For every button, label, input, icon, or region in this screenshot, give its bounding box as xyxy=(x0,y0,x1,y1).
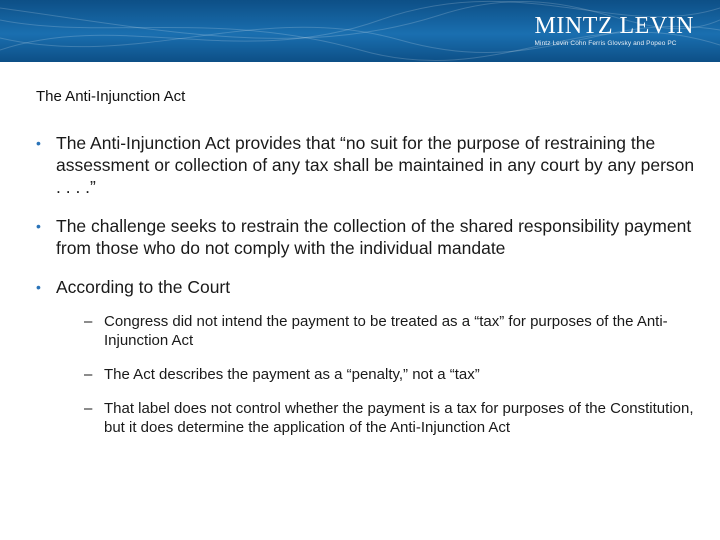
bullet-text: According to the Court xyxy=(56,277,231,297)
sub-bullet-text: That label does not control whether the payment is a tax for purposes of the Constitution, but it does determine the application of the Anti-Injunction Act xyxy=(104,400,694,436)
brand-subtitle: Mintz Levin Cohn Ferris Glovsky and Popeo PC xyxy=(534,40,677,47)
sub-bullet-item xyxy=(56,399,696,437)
sub-bullet-marker: – xyxy=(84,400,93,417)
bullet-text: The Anti-Injunction Act provides that “no suit for the purpose of restraining the assessment or collection of any tax shall be maintained in any court by any person . . . .” xyxy=(56,133,695,197)
bullet-item xyxy=(36,132,696,198)
sub-bullet-item xyxy=(56,312,696,350)
sub-bullet-text: The Act describes the payment as a “penalty,” not a “tax” xyxy=(104,366,480,383)
sub-bullet-marker: – xyxy=(84,313,93,330)
bullet-item xyxy=(36,276,696,437)
sub-bullet-marker: – xyxy=(84,366,93,383)
bullet-marker: • xyxy=(36,279,41,295)
sub-bullet-list xyxy=(56,312,696,437)
bullet-marker: • xyxy=(36,218,41,234)
bullet-item xyxy=(36,215,696,259)
sub-bullet-text: Congress did not intend the payment to be treated as a “tax” for purposes of the Anti-Injunction Act xyxy=(104,313,668,349)
bullet-marker: • xyxy=(36,135,41,151)
slide-title: The Anti-Injunction Act xyxy=(36,88,186,105)
bullet-list xyxy=(36,132,696,454)
brand-name: MINTZ LEVIN xyxy=(534,13,694,39)
brand-logo xyxy=(535,14,694,47)
sub-bullet-item xyxy=(56,365,696,384)
bullet-text: The challenge seeks to restrain the collection of the shared responsibility payment from those who do not comply with the individual mandate xyxy=(56,216,692,258)
header-band xyxy=(0,0,720,62)
